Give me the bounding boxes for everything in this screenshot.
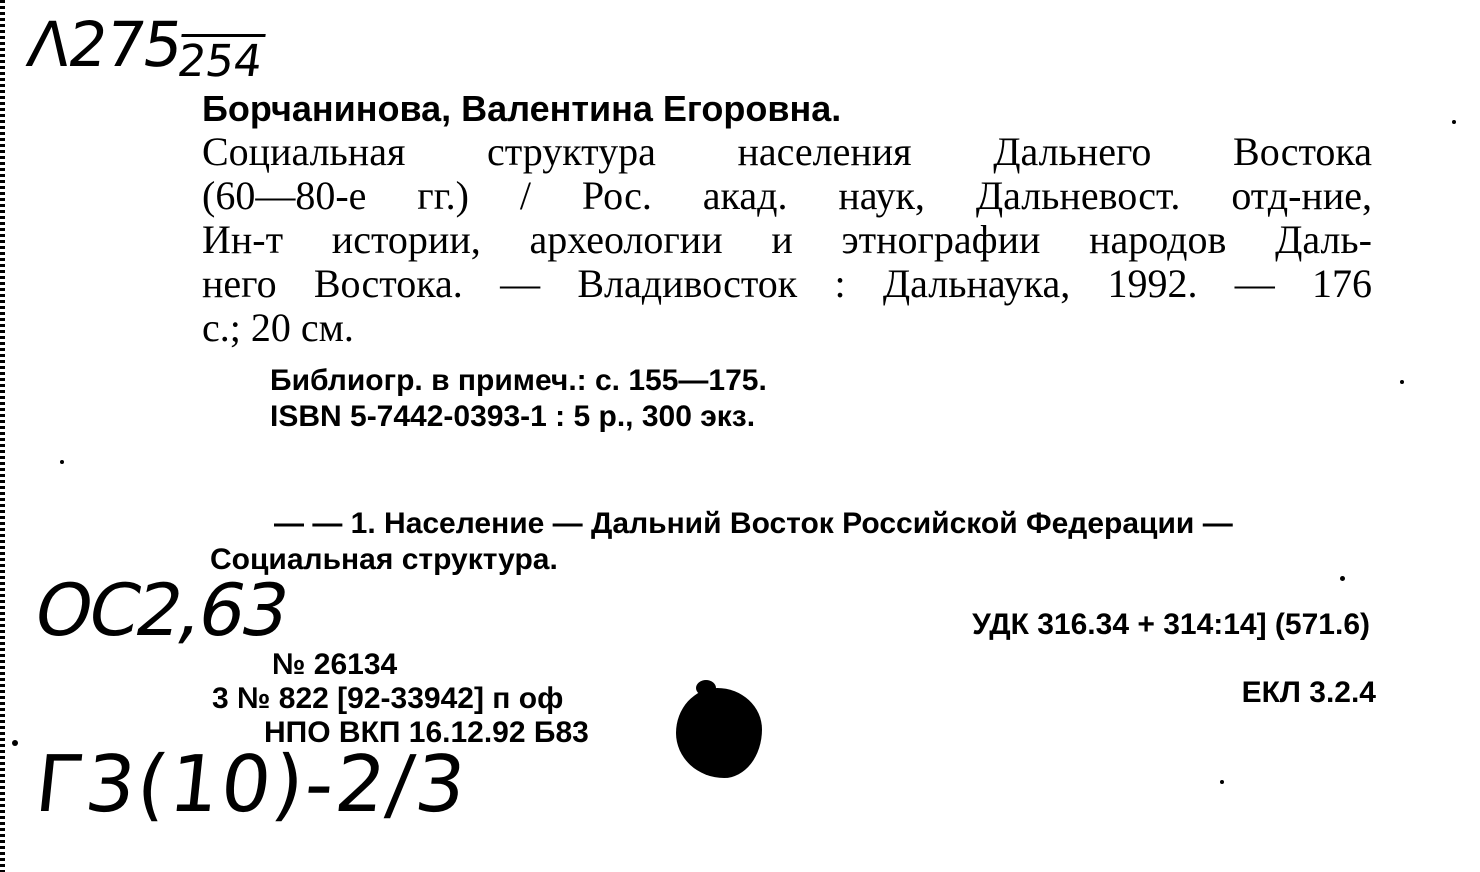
handwritten-location-code: Г3(10)-2/3 [31,740,472,830]
description-line: (60—80-е гг.) / Рос. акад. наук, Дальневост. отд-ние, [202,173,1372,218]
subject-line: Социальная структура. [210,543,558,576]
ink-blot-edge [696,680,716,696]
order-number: 3 № 822 [92-33942] п оф [212,682,564,715]
card-number: № 26134 [272,648,398,681]
handwritten-class-code: OC2,63 [27,568,295,652]
bibliography-note: Библиогр. в примеч.: с. 155—175. [270,364,767,397]
description-line: Ин-т истории, археологии и этнографии народов Даль- [202,217,1372,262]
handwritten-shelf-sub: 254 [174,36,266,87]
subject-line: — — 1. Население — Дальний Восток Российской Федерации — [274,507,1233,540]
ekl-code: ЕКЛ 3.2.4 [1241,676,1376,709]
card-left-border [0,0,5,872]
author-heading: Борчанинова, Валентина Егоровна. [202,88,842,129]
publisher-line: НПО ВКП 16.12.92 Б83 [264,716,589,749]
description-line: Социальная структура населения Дальнего Востока [202,129,1372,174]
scan-speck [60,460,64,464]
scan-speck [1400,380,1404,384]
subject-headings [210,506,1370,578]
description-line: него Востока. — Владивосток : Дальнаука, 1992. — 176 [202,261,1372,306]
description-line: с.; 20 см. [202,305,354,350]
scan-speck [1340,576,1345,581]
scan-speck [1220,780,1224,784]
ink-blot [676,688,762,778]
scan-speck [1452,120,1456,124]
isbn-line: ISBN 5-7442-0393-1 : 5 р., 300 экз. [270,400,756,433]
scan-speck [12,740,18,746]
handwritten-shelf-mark: Λ275 [22,8,186,81]
bibliographic-description [202,130,1372,350]
udk-code: УДК 316.34 + 314:14] (571.6) [972,608,1370,641]
